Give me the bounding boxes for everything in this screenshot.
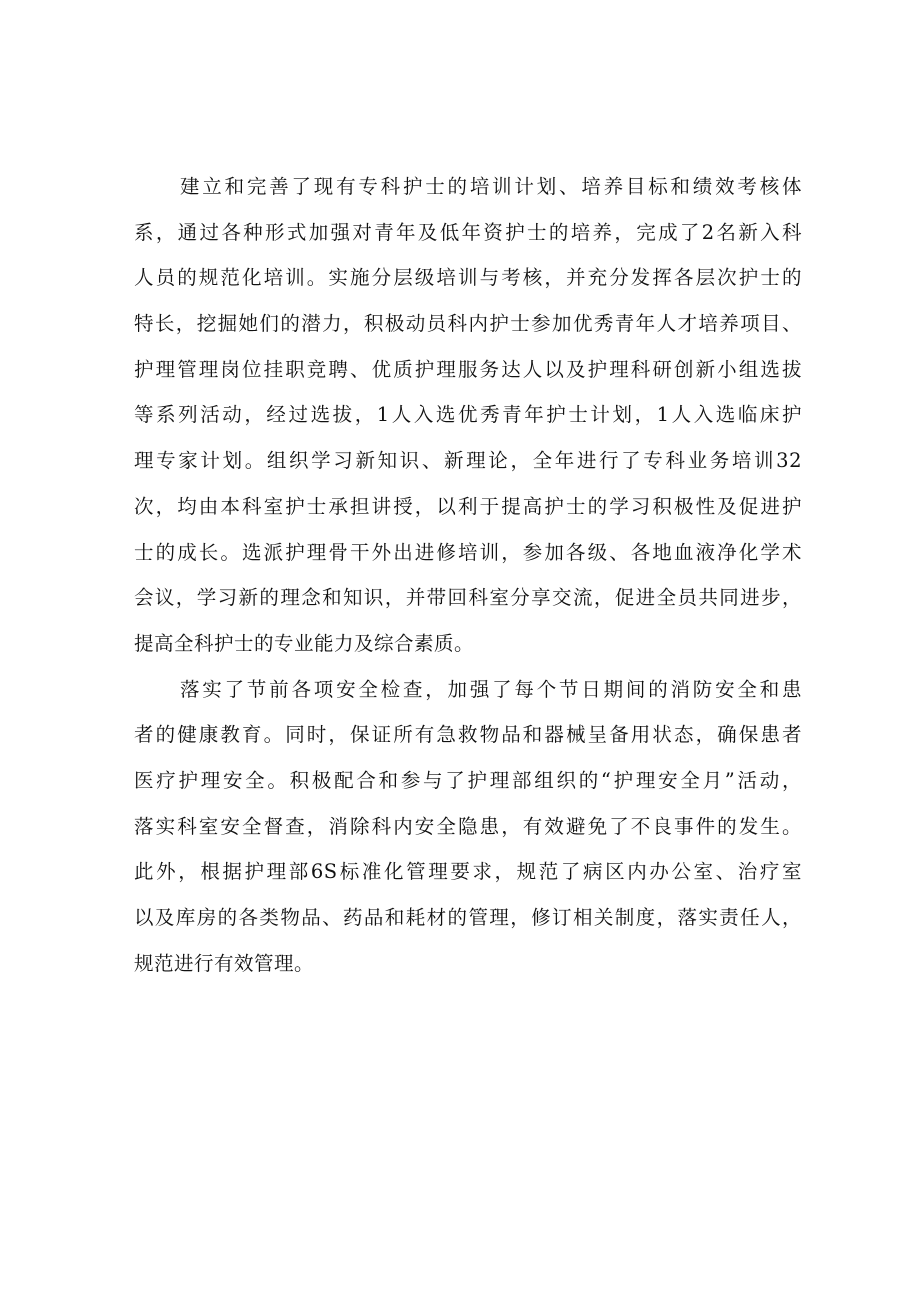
paragraph-line: 以及库房的各类物品、药品和耗材的管理，修订相关制度，落实责任人， xyxy=(134,906,802,929)
paragraph-line: 规范进行有效管理。 xyxy=(134,951,315,975)
paragraph-line: 特长，挖掘她们的潜力，积极动员科内护士参加优秀青年人才培养项目、 xyxy=(134,312,802,336)
paragraph-line: 落实科室安全督查，消除科内安全隐患，有效避免了不良事件的发生。 xyxy=(134,814,802,838)
paragraph-safety xyxy=(134,667,802,987)
paragraph-line: 护理管理岗位挂职竞聘、优质护理服务达人以及护理科研创新小组选拔 xyxy=(134,357,802,381)
paragraph-line: 提高全科护士的专业能力及综合素质。 xyxy=(134,631,475,655)
paragraph-line: 士的成长。选派护理骨干外出进修培训，参加各级、各地血液净化学术 xyxy=(134,540,802,564)
paragraph-line: 人员的规范化培训。实施分层级培训与考核，并充分发挥各层次护士的 xyxy=(134,266,802,290)
paragraph-training xyxy=(134,164,802,667)
paragraph-line: 者的健康教育。同时，保证所有急救物品和器械呈备用状态，确保患者 xyxy=(134,723,802,747)
document-body xyxy=(134,164,802,986)
paragraph-line: 理专家计划。组织学习新知识、新理论，全年进行了专科业务培训32 xyxy=(134,449,802,473)
paragraph-line: 系，通过各种形式加强对青年及低年资护士的培养，完成了2名新入科 xyxy=(134,220,802,244)
paragraph-line: 落实了节前各项安全检查，加强了每个节日期间的消防安全和患 xyxy=(180,677,802,701)
paragraph-line: 会议，学习新的理念和知识，并带回科室分享交流，促进全员共同进步， xyxy=(134,586,802,610)
paragraph-line: 次，均由本科室护士承担讲授，以利于提高护士的学习积极性及促进护 xyxy=(134,494,802,518)
paragraph-line: 医疗护理安全。积极配合和参与了护理部组织的“护理安全月”活动， xyxy=(134,768,802,792)
paragraph-line: 此外，根据护理部6S标准化管理要求，规范了病区内办公室、治疗室 xyxy=(134,860,802,884)
paragraph-line: 建立和完善了现有专科护士的培训计划、培养目标和绩效考核体 xyxy=(180,175,802,198)
paragraph-line: 等系列活动，经过选拔，1人入选优秀青年护士计划，1人入选临床护 xyxy=(134,403,802,427)
